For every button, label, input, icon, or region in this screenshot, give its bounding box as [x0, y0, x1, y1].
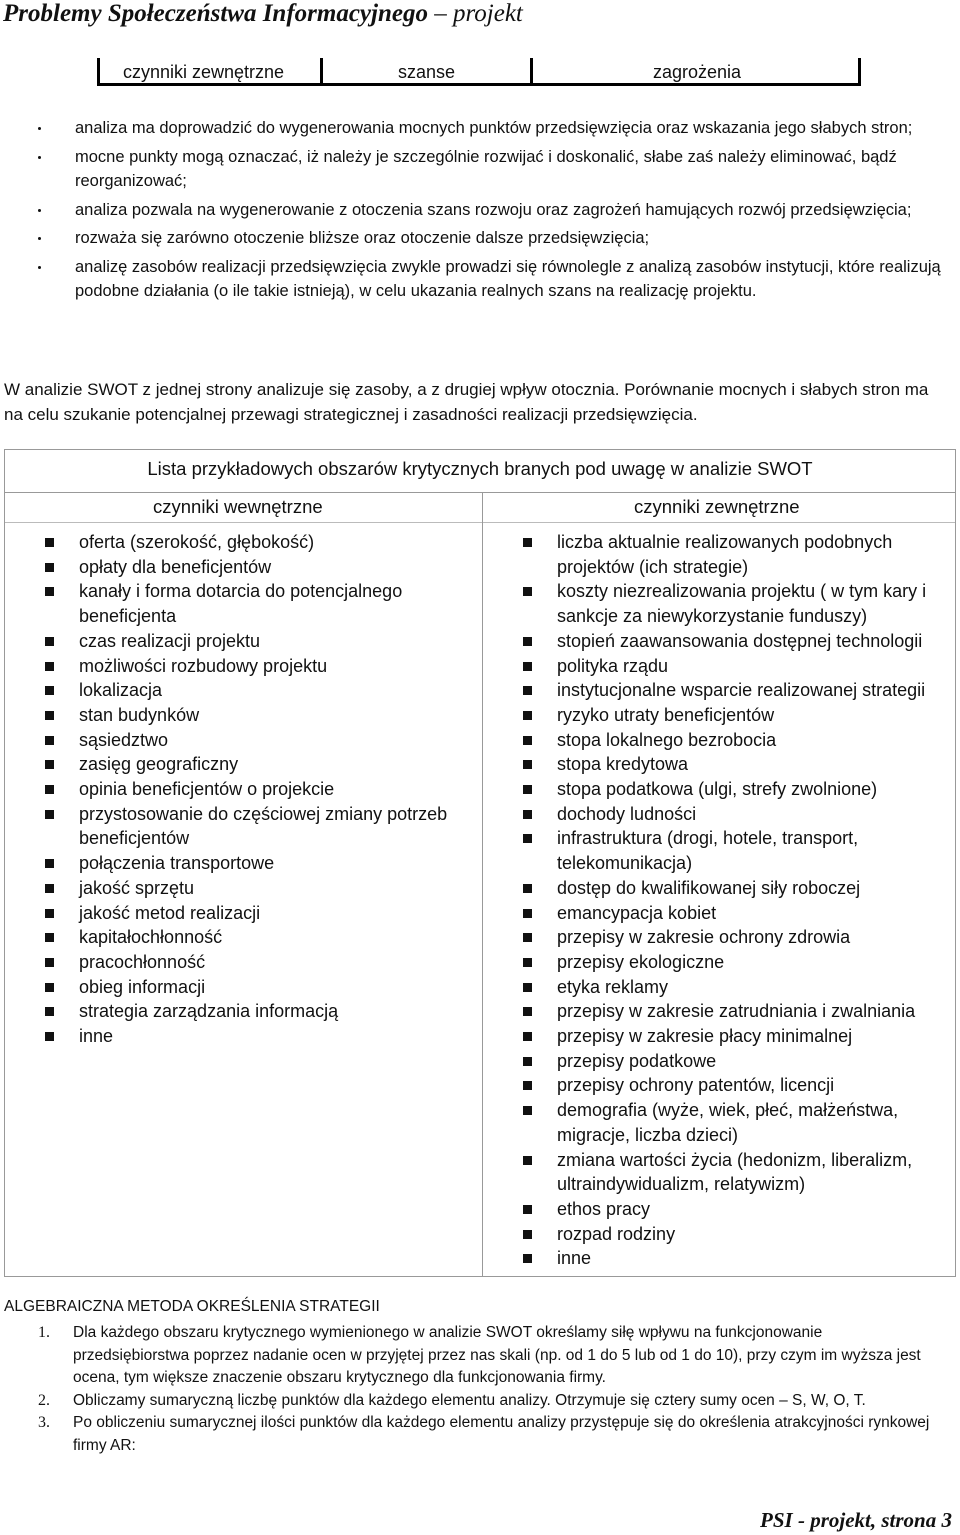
factor-item	[40, 629, 470, 654]
bullet-item: analiza pozwala na wygenerowanie z otoczenia szans rozwoju oraz zagrożeń hamujących rozwój przedsięwzięcia;	[0, 198, 960, 223]
square-bullet-icon	[523, 538, 532, 547]
factor-label: pracochłonność	[79, 951, 206, 972]
factor-label: inne	[79, 1026, 114, 1047]
square-bullet-icon	[523, 711, 532, 720]
bullet-item: mocne punkty mogą oznaczać, iż należy je szczególnie rozwijać i doskonalić, słabe zaś należy eliminować, bądź reorganizować;	[0, 145, 960, 194]
square-bullet-icon	[45, 686, 54, 695]
square-bullet-icon	[45, 563, 54, 572]
factor-item	[518, 1073, 948, 1098]
bullet-dot-icon	[38, 127, 41, 130]
factor-label: liczba aktualnie realizowanych podobnych projektów (ich strategie)	[557, 532, 893, 577]
external-factors-list	[518, 530, 948, 1271]
factor-item	[518, 876, 948, 901]
square-bullet-icon	[45, 909, 54, 918]
square-bullet-icon	[45, 810, 54, 819]
factor-item	[518, 1148, 948, 1197]
header-subtitle: – projekt	[434, 0, 523, 27]
factor-label: przepisy w zakresie zatrudniania i zwalniania	[557, 1001, 916, 1022]
step-number: 1.	[38, 1324, 50, 1341]
factor-item	[518, 678, 948, 703]
factor-label: ryzyko utraty beneficjentów	[557, 704, 775, 725]
factor-item	[40, 654, 470, 679]
factor-item	[518, 1098, 948, 1147]
factor-item	[518, 777, 948, 802]
factor-label: przepisy w zakresie płacy minimalnej	[557, 1026, 853, 1047]
factor-item	[40, 876, 470, 901]
factor-item	[518, 703, 948, 728]
factor-label: stopień zaawansowania dostępnej technologii	[557, 630, 923, 651]
square-bullet-icon	[523, 760, 532, 769]
factor-label: sąsiedztwo	[79, 729, 169, 750]
factor-label: jakość sprzętu	[79, 877, 195, 898]
square-bullet-icon	[523, 785, 532, 794]
factor-label: rozpad rodziny	[557, 1223, 676, 1244]
square-bullet-icon	[523, 662, 532, 671]
tab-divider	[530, 58, 533, 86]
tabs-underline	[97, 83, 861, 86]
internal-factors-header: czynniki wewnętrzne	[153, 496, 323, 517]
factor-item	[518, 1197, 948, 1222]
factor-label: zasięg geograficzny	[79, 754, 239, 775]
bullet-dot-icon	[38, 266, 41, 269]
bullet-list	[0, 116, 960, 304]
square-bullet-icon	[523, 736, 532, 745]
square-bullet-icon	[45, 538, 54, 547]
factor-item	[40, 703, 470, 728]
critical-areas-table	[4, 449, 956, 1277]
factor-item	[40, 777, 470, 802]
factor-label: kapitałochłonność	[79, 927, 223, 948]
algorithm-steps	[0, 1322, 960, 1457]
factor-item	[40, 950, 470, 975]
factor-item	[40, 530, 470, 555]
factor-label: możliwości rozbudowy projektu	[79, 655, 328, 676]
factor-label: połączenia transportowe	[79, 853, 275, 874]
square-bullet-icon	[45, 637, 54, 646]
tab-threats: zagrożenia	[653, 62, 742, 82]
factor-label: opinia beneficjentów o projekcie	[79, 779, 335, 800]
square-bullet-icon	[523, 958, 532, 967]
square-bullet-icon	[523, 1230, 532, 1239]
bullet-item: analiza ma doprowadzić do wygenerowania mocnych punktów przedsięwzięcia oraz wskazania jego słabych stron;	[0, 116, 960, 141]
factor-item	[40, 678, 470, 703]
step-text: Po obliczeniu sumarycznej ilości punktów dla każdego elementu analizy przystępuje się do określenia atrakcyjności rynkowej firmy AR:	[73, 1414, 930, 1454]
step-number: 2.	[38, 1391, 50, 1409]
square-bullet-icon	[45, 711, 54, 720]
table-title: Lista przykładowych obszarów krytycznych branych pod uwagę w analizie SWOT	[147, 458, 813, 479]
square-bullet-icon	[45, 1032, 54, 1041]
square-bullet-icon	[523, 909, 532, 918]
square-bullet-icon	[45, 662, 54, 671]
step-item	[0, 1412, 960, 1457]
factor-item	[518, 901, 948, 926]
square-bullet-icon	[523, 1156, 532, 1165]
document-header	[3, 0, 523, 28]
tab-divider	[97, 58, 100, 86]
bullet-dot-icon	[38, 237, 41, 240]
step-item	[0, 1390, 960, 1413]
square-bullet-icon	[523, 810, 532, 819]
factor-label: koszty niezrealizowania projektu ( w tym kary i sankcje za niewykorzystanie funduszy)	[557, 581, 927, 627]
factor-label: ethos pracy	[557, 1198, 651, 1219]
factor-item	[518, 752, 948, 777]
factor-label: stopa lokalnego bezrobocia	[557, 729, 777, 750]
page-footer: PSI - projekt, strona 3	[760, 1508, 952, 1532]
factor-label: emancypacja kobiet	[557, 902, 717, 923]
square-bullet-icon	[45, 983, 54, 992]
factor-item	[518, 530, 948, 579]
square-bullet-icon	[523, 1106, 532, 1115]
factor-label: obieg informacji	[79, 976, 206, 997]
square-bullet-icon	[523, 834, 532, 843]
factor-item	[518, 975, 948, 1000]
factor-item	[40, 901, 470, 926]
square-bullet-icon	[523, 587, 532, 596]
square-bullet-icon	[45, 1007, 54, 1016]
factor-label: instytucjonalne wsparcie realizowanej strategii	[557, 680, 926, 701]
factor-label: czas realizacji projektu	[79, 630, 261, 651]
table-divider	[5, 492, 955, 493]
factor-item	[518, 826, 948, 875]
factor-label: stopa podatkowa (ulgi, strefy zwolnione)	[557, 779, 878, 800]
factor-label: przepisy podatkowe	[557, 1050, 717, 1071]
factor-item	[518, 1049, 948, 1074]
factor-item	[40, 1024, 470, 1049]
tab-divider	[320, 58, 323, 86]
factor-label: infrastruktura (drogi, hotele, transport, telekomunikacja)	[557, 828, 859, 874]
tab-opportunities: szanse	[398, 62, 456, 82]
factor-item	[518, 999, 948, 1024]
bullet-dot-icon	[38, 156, 41, 159]
factor-item	[518, 1024, 948, 1049]
factor-label: polityka rządu	[557, 655, 669, 676]
factor-label: etyka reklamy	[557, 976, 669, 997]
factor-item	[40, 579, 470, 628]
factor-item	[518, 802, 948, 827]
factor-label: demografia (wyże, wiek, płeć, małżeństwa, migracje, liczba dzieci)	[557, 1100, 899, 1145]
factor-item	[40, 999, 470, 1024]
table-column-divider	[482, 492, 483, 1276]
square-bullet-icon	[523, 1205, 532, 1214]
square-bullet-icon	[523, 637, 532, 646]
bullet-dot-icon	[38, 209, 41, 212]
square-bullet-icon	[523, 1032, 532, 1041]
square-bullet-icon	[523, 1254, 532, 1263]
factor-item	[40, 752, 470, 777]
step-text: Dla każdego obszaru krytycznego wymienionego w analizie SWOT określamy siłę wpływu na funkcjonowanie przedsiębiorstwa poprzez nadanie ocen w przyjętej przez nas skali (np. od 1 do 5 lub od 1 do 10), przy czym im wyższa jest ocena, tym większe znaczenie obszaru krytycznego dla funkcjonowania firmy.	[73, 1324, 921, 1386]
factor-label: inne	[557, 1248, 592, 1269]
factor-label: strategia zarządzania informacją	[79, 1001, 339, 1022]
factor-item	[40, 851, 470, 876]
step-number: 3.	[38, 1414, 50, 1431]
factor-item	[518, 1222, 948, 1247]
factor-item	[40, 555, 470, 580]
table-divider	[5, 522, 955, 523]
factor-label: przepisy ekologiczne	[557, 951, 725, 972]
tab-external-factors: czynniki zewnętrzne	[123, 62, 285, 82]
factor-label: kanały i forma dotarcia do potencjalnego beneficjenta	[79, 581, 403, 627]
square-bullet-icon	[523, 933, 532, 942]
factor-item	[518, 950, 948, 975]
factor-item	[40, 728, 470, 753]
factor-label: stopa kredytowa	[557, 754, 689, 775]
square-bullet-icon	[523, 1081, 532, 1090]
swot-tabs	[97, 58, 861, 86]
factor-label: oferta (szerokość, głębokość)	[79, 532, 315, 552]
factor-label: dostęp do kwalifikowanej siły roboczej	[557, 877, 861, 898]
square-bullet-icon	[45, 736, 54, 745]
factor-item	[518, 629, 948, 654]
external-factors-header: czynniki zewnętrzne	[634, 496, 800, 517]
swot-paragraph: W analizie SWOT z jednej strony analizuje się zasoby, a z drugiej wpływ otocznia. Porównanie mocnych i słabych stron ma na celu szukanie potencjalnej przewagi strategicznej i zasadności realizacji przedsięwzięcia.	[4, 380, 929, 424]
factor-label: przystosowanie do częściowej zmiany potrzeb beneficjentów	[79, 803, 448, 849]
square-bullet-icon	[523, 884, 532, 893]
factor-item	[40, 975, 470, 1000]
factor-item	[518, 728, 948, 753]
factor-label: przepisy ochrony patentów, licencji	[557, 1075, 835, 1096]
factor-item	[518, 579, 948, 628]
square-bullet-icon	[523, 1057, 532, 1066]
factor-label: lokalizacja	[79, 680, 163, 701]
step-text: Obliczamy sumaryczną liczbę punktów dla każdego elementu analizy. Otrzymuje się cztery sumy ocen – S, W, O, T.	[73, 1391, 866, 1409]
square-bullet-icon	[523, 1007, 532, 1016]
factor-label: jakość metod realizacji	[79, 902, 261, 923]
bullet-item: analizę zasobów realizacji przedsięwzięcia zwykle prowadzi się równolegle z analizą zasobów instytucji, które realizują podobne działania (o ile takie istnieją), w celu ukazania realnych szans na realizację projektu.	[0, 255, 960, 304]
factor-label: opłaty dla beneficjentów	[79, 556, 272, 577]
bullet-item: rozważa się zarówno otoczenie bliższe oraz otoczenie dalsze przedsięwzięcia;	[0, 226, 960, 251]
square-bullet-icon	[45, 958, 54, 967]
factor-item	[518, 654, 948, 679]
square-bullet-icon	[523, 686, 532, 695]
factor-item	[40, 925, 470, 950]
square-bullet-icon	[45, 859, 54, 868]
square-bullet-icon	[45, 587, 54, 596]
factor-label: dochody ludności	[557, 803, 697, 824]
factor-label: zmiana wartości życia (hedonizm, liberalizm, ultraindywidualizm, relatywizm)	[557, 1149, 913, 1195]
factor-label: przepisy w zakresie ochrony zdrowia	[557, 927, 851, 948]
factor-label: stan budynków	[79, 704, 200, 725]
square-bullet-icon	[523, 983, 532, 992]
factor-item	[518, 1246, 948, 1271]
tab-divider	[858, 58, 861, 86]
square-bullet-icon	[45, 760, 54, 769]
header-title: Problemy Społeczeństwa Informacyjnego	[3, 0, 428, 27]
factor-item	[40, 802, 470, 851]
step-item	[0, 1322, 960, 1390]
square-bullet-icon	[45, 933, 54, 942]
factor-item	[518, 925, 948, 950]
square-bullet-icon	[45, 884, 54, 893]
square-bullet-icon	[45, 785, 54, 794]
algorithm-heading: ALGEBRAICZNA METODA OKREŚLENIA STRATEGII	[4, 1298, 380, 1315]
internal-factors-list	[40, 530, 470, 1049]
